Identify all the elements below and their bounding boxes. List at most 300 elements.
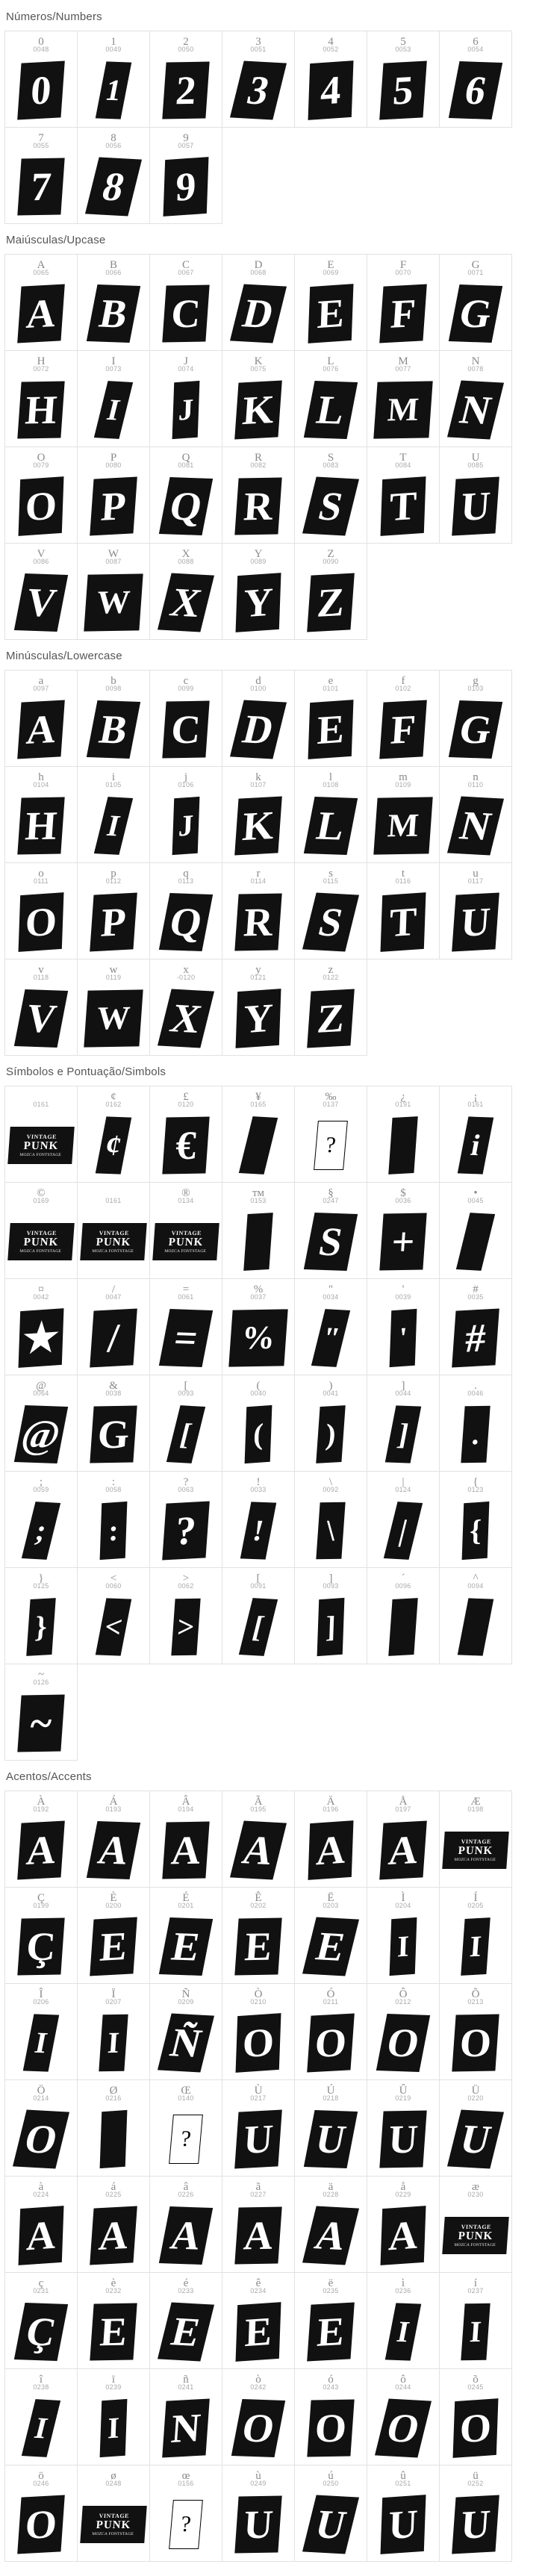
glyph-cell[interactable] <box>294 254 367 351</box>
glyph-code: 0082 <box>250 461 267 469</box>
glyph-character: i <box>111 771 116 783</box>
glyph-cell[interactable] <box>77 1182 150 1279</box>
glyph-cell[interactable] <box>294 2079 367 2177</box>
glyph-cell[interactable] <box>149 959 222 1056</box>
glyph-tile: A <box>87 1821 140 1879</box>
glyph-cell[interactable] <box>4 447 78 544</box>
glyph-preview <box>295 1301 367 1375</box>
glyph-tile: 0 <box>17 60 65 119</box>
glyph-tile: ~ <box>17 1694 64 1752</box>
glyph-preview <box>295 2006 367 2079</box>
glyph-preview <box>150 2102 222 2176</box>
glyph-cell[interactable] <box>4 862 78 959</box>
glyph-cell[interactable] <box>222 2368 295 2465</box>
glyph-preview <box>5 1590 77 1664</box>
glyph-preview <box>440 1204 511 1278</box>
glyph-code: 0124 <box>395 1486 411 1493</box>
glyph-cell[interactable] <box>367 1086 440 1183</box>
glyph-preview <box>295 373 367 447</box>
glyph-character: Î <box>39 1988 43 2000</box>
glyph-preview <box>367 469 439 543</box>
glyph-cell[interactable] <box>294 1791 367 1888</box>
glyph-cell[interactable] <box>222 1471 295 1568</box>
glyph-cell[interactable] <box>439 254 512 351</box>
glyph-character: | <box>402 1476 405 1488</box>
glyph-preview <box>295 1813 367 1887</box>
glyph-preview <box>150 2006 222 2079</box>
glyph-cell[interactable] <box>222 1086 295 1183</box>
glyph-tile: ! <box>240 1502 276 1559</box>
glyph-preview <box>295 2295 367 2368</box>
glyph-tile: U <box>379 2110 426 2168</box>
glyph-cell[interactable] <box>222 350 295 447</box>
glyph-code: 0213 <box>467 1998 484 2006</box>
glyph-cell[interactable] <box>367 1182 440 1279</box>
glyph-cell[interactable] <box>4 254 78 351</box>
glyph-tile: O <box>19 892 64 952</box>
glyph-code: 0089 <box>250 558 267 565</box>
glyph-tile: X <box>158 989 214 1048</box>
glyph-cell[interactable] <box>4 670 78 767</box>
glyph-cell[interactable] <box>367 670 440 767</box>
glyph-cell[interactable] <box>149 543 222 640</box>
glyph-cell[interactable] <box>77 2079 150 2177</box>
glyph-cell[interactable] <box>294 1278 367 1375</box>
glyph-cell[interactable] <box>222 862 295 959</box>
glyph-cell[interactable] <box>439 1567 512 1664</box>
glyph-character: f <box>401 675 405 687</box>
glyph-tile: G <box>449 284 502 343</box>
glyph-cell[interactable] <box>4 1375 78 1472</box>
glyph-cell[interactable] <box>77 254 150 351</box>
glyph-tile: A <box>381 2206 426 2265</box>
glyph-character: e <box>328 675 334 687</box>
glyph-cell[interactable] <box>222 1983 295 2080</box>
glyph-cell[interactable] <box>439 1182 512 1279</box>
glyph-code: 0044 <box>395 1390 411 1397</box>
glyph-cell[interactable] <box>294 1375 367 1472</box>
glyph-code: 0099 <box>178 685 194 692</box>
glyph-cell[interactable] <box>4 350 78 447</box>
glyph-cell[interactable] <box>439 1887 512 1984</box>
glyph-preview <box>78 788 149 862</box>
glyph-code: 0108 <box>323 781 339 788</box>
glyph-cell[interactable] <box>77 2272 150 2369</box>
glyph-cell[interactable] <box>4 2465 78 2562</box>
glyph-preview <box>150 788 222 862</box>
glyph-tile: F <box>379 284 427 343</box>
glyph-character: G <box>471 259 480 271</box>
glyph-cell[interactable] <box>367 1791 440 1888</box>
glyph-cell[interactable] <box>149 2465 222 2562</box>
glyph-code: 0040 <box>250 1390 267 1397</box>
glyph-cell[interactable] <box>294 2368 367 2465</box>
glyph-cell[interactable] <box>4 1791 78 1888</box>
glyph-cell[interactable] <box>149 1567 222 1664</box>
glyph-cell[interactable] <box>77 766 150 863</box>
glyph-character: û <box>400 2470 406 2482</box>
glyph-cell[interactable] <box>222 254 295 351</box>
glyph-character: S <box>327 452 334 464</box>
glyph-cell[interactable] <box>294 31 367 128</box>
glyph-cell[interactable] <box>439 2272 512 2369</box>
glyph-cell[interactable] <box>367 2272 440 2369</box>
glyph-preview <box>367 276 439 350</box>
glyph-preview <box>440 2487 511 2561</box>
glyph-character: í <box>473 2277 478 2289</box>
glyph-code: 0244 <box>395 2383 411 2391</box>
glyph-code: 0085 <box>467 461 484 469</box>
glyph-cell[interactable] <box>222 543 295 640</box>
glyph-character: © <box>37 1187 46 1199</box>
glyph-character: a <box>38 675 44 687</box>
glyph-cell[interactable] <box>4 127 78 224</box>
glyph-cell[interactable] <box>439 1086 512 1183</box>
glyph-cell[interactable] <box>77 2465 150 2562</box>
glyph-preview <box>222 53 294 127</box>
glyph-cell[interactable] <box>222 670 295 767</box>
glyph-character: g <box>473 675 479 687</box>
glyph-cell[interactable] <box>77 862 150 959</box>
glyph-preview <box>150 1397 222 1471</box>
glyph-cell[interactable] <box>149 1375 222 1472</box>
glyph-tile: V <box>14 989 68 1048</box>
glyph-cell[interactable] <box>4 1567 78 1664</box>
glyph-cell[interactable] <box>439 2079 512 2177</box>
glyph-cell[interactable] <box>439 1471 512 1568</box>
glyph-character: å <box>400 2181 406 2193</box>
glyph-cell[interactable] <box>439 2465 512 2562</box>
glyph-character: F <box>399 259 407 271</box>
glyph-character: j <box>184 771 188 783</box>
glyph-cell[interactable] <box>367 254 440 351</box>
glyph-cell[interactable] <box>294 1086 367 1183</box>
glyph-cell[interactable] <box>77 1567 150 1664</box>
glyph-tile: | <box>384 1502 423 1560</box>
glyph-code: 0101 <box>323 685 339 692</box>
glyph-cell[interactable] <box>439 31 512 128</box>
glyph-cell[interactable] <box>149 1086 222 1183</box>
glyph-preview <box>295 788 367 862</box>
glyph-character: ? <box>183 1476 189 1488</box>
glyph-character: Ê <box>255 1892 262 1904</box>
glyph-tile: L <box>304 381 358 439</box>
glyph-preview <box>222 2102 294 2176</box>
glyph-preview <box>367 2487 439 2561</box>
glyph-tile: D <box>230 284 287 343</box>
glyph-cell[interactable] <box>367 1278 440 1375</box>
glyph-cell[interactable] <box>294 2176 367 2273</box>
glyph-preview <box>440 1108 511 1182</box>
glyph-cell[interactable] <box>4 31 78 128</box>
glyph-cell[interactable] <box>222 2465 295 2562</box>
glyph-cell[interactable] <box>77 1983 150 2080</box>
glyph-code: 0059 <box>33 1486 49 1493</box>
glyph-cell[interactable] <box>4 2368 78 2465</box>
glyph-tile: E <box>90 1917 137 1976</box>
glyph-cell[interactable] <box>149 2176 222 2273</box>
glyph-cell[interactable] <box>149 350 222 447</box>
glyph-cell[interactable] <box>367 2176 440 2273</box>
glyph-cell[interactable] <box>367 766 440 863</box>
glyph-cell[interactable] <box>222 447 295 544</box>
glyph-code: 0216 <box>105 2094 122 2102</box>
glyph-cell[interactable] <box>149 1983 222 2080</box>
glyph-cell[interactable] <box>294 2272 367 2369</box>
glyph-cell[interactable] <box>222 1278 295 1375</box>
glyph-tile: N <box>447 796 504 855</box>
glyph-code: 0219 <box>395 2094 411 2102</box>
glyph-cell[interactable] <box>149 1887 222 1984</box>
glyph-cell[interactable] <box>294 447 367 544</box>
glyph-cell[interactable] <box>294 350 367 447</box>
glyph-cell[interactable] <box>4 1471 78 1568</box>
glyph-cell[interactable] <box>77 1086 150 1183</box>
glyph-preview <box>78 1108 149 1182</box>
glyph-cell[interactable] <box>149 31 222 128</box>
glyph-cell[interactable] <box>77 350 150 447</box>
glyph-cell[interactable] <box>439 350 512 447</box>
glyph-preview <box>440 276 511 350</box>
glyph-cell[interactable] <box>367 2079 440 2177</box>
glyph-cell[interactable] <box>439 2368 512 2465</box>
glyph-character: æ <box>471 2181 479 2193</box>
glyph-character: ù <box>255 2470 261 2482</box>
glyph-code: 0114 <box>250 877 267 885</box>
glyph-cell[interactable] <box>4 2079 78 2177</box>
glyph-tile: 1 <box>96 61 131 119</box>
glyph-code: 0106 <box>178 781 194 788</box>
glyph-character: < <box>110 1572 117 1584</box>
glyph-preview <box>440 2391 511 2465</box>
glyph-cell[interactable] <box>439 1375 512 1472</box>
glyph-cell[interactable] <box>367 862 440 959</box>
glyph-character: n <box>473 771 479 783</box>
glyph-cell[interactable] <box>222 31 295 128</box>
glyph-preview <box>222 2295 294 2368</box>
glyph-tile: A <box>162 1821 209 1879</box>
glyph-cell[interactable] <box>294 862 367 959</box>
glyph-tile: ) <box>316 1405 346 1463</box>
glyph-cell[interactable] <box>149 127 222 224</box>
glyph-cell[interactable] <box>4 1086 78 1183</box>
glyph-cell[interactable] <box>4 1887 78 1984</box>
glyph-cell[interactable] <box>4 2176 78 2273</box>
logo-line-1: VINTAGE <box>26 1229 57 1236</box>
glyph-cell[interactable] <box>294 670 367 767</box>
vintage-punk-logo <box>7 1127 74 1164</box>
glyph-character: Q <box>181 452 190 464</box>
glyph-cell[interactable] <box>367 1983 440 2080</box>
glyph-cell[interactable] <box>149 1278 222 1375</box>
glyph-code: 0068 <box>250 269 267 276</box>
glyph-preview <box>222 1590 294 1664</box>
glyph-code: 0161 <box>33 1101 49 1108</box>
glyph-cell[interactable] <box>4 1664 78 1761</box>
glyph-tile <box>239 1116 278 1175</box>
glyph-cell[interactable] <box>294 1887 367 1984</box>
glyph-preview <box>440 2102 511 2176</box>
glyph-cell[interactable] <box>439 1791 512 1888</box>
glyph-tile: Q <box>159 477 213 535</box>
glyph-code: 0083 <box>323 461 339 469</box>
glyph-tile: 7 <box>17 158 64 215</box>
glyph-tile: < <box>96 1598 131 1655</box>
glyph-cell[interactable] <box>4 959 78 1056</box>
glyph-tile: W <box>84 573 143 631</box>
glyph-preview <box>150 2487 222 2561</box>
glyph-code: 0035 <box>467 1293 484 1301</box>
glyph-character: ¤ <box>38 1284 44 1295</box>
glyph-cell[interactable] <box>367 1375 440 1472</box>
glyph-code: 0060 <box>105 1582 122 1590</box>
glyph-character: Ò <box>254 1988 263 2000</box>
glyph-cell[interactable] <box>439 862 512 959</box>
glyph-code: 0191 <box>395 1101 411 1108</box>
section-title: Maiúsculas/Upcase <box>6 234 106 246</box>
glyph-cell[interactable] <box>367 1471 440 1568</box>
glyph-cell[interactable] <box>77 2368 150 2465</box>
glyph-cell[interactable] <box>222 2079 295 2177</box>
glyph-cell[interactable] <box>222 1791 295 1888</box>
glyph-cell[interactable] <box>439 2176 512 2273</box>
glyph-cell[interactable] <box>367 447 440 544</box>
glyph-tile: E <box>90 2303 137 2360</box>
glyph-cell[interactable] <box>77 959 150 1056</box>
glyph-character: { <box>473 1476 479 1488</box>
glyph-code: 0033 <box>250 1486 267 1493</box>
glyph-preview <box>5 2391 77 2465</box>
glyph-tile: I <box>461 1917 490 1976</box>
glyph-cell[interactable] <box>149 670 222 767</box>
glyph-character: Y <box>254 548 263 560</box>
glyph-cell[interactable] <box>222 1182 295 1279</box>
glyph-code: 0052 <box>323 46 339 53</box>
glyph-character: d <box>255 675 261 687</box>
glyph-cell[interactable] <box>439 1983 512 2080</box>
glyph-cell[interactable] <box>77 31 150 128</box>
glyph-cell[interactable] <box>439 1278 512 1375</box>
glyph-tile <box>388 1598 418 1656</box>
glyph-code: 0199 <box>33 1902 49 1909</box>
glyph-cell[interactable] <box>294 1182 367 1279</box>
glyph-cell[interactable] <box>294 959 367 1056</box>
glyph-cell[interactable] <box>149 766 222 863</box>
glyph-cell[interactable] <box>77 1278 150 1375</box>
glyph-cell[interactable] <box>77 670 150 767</box>
glyph-cell[interactable] <box>439 766 512 863</box>
section-title: Números/Numbers <box>6 10 102 23</box>
glyph-cell[interactable] <box>149 2368 222 2465</box>
glyph-tile: A <box>302 2206 359 2265</box>
glyph-cell[interactable] <box>439 670 512 767</box>
glyph-character: Ö <box>37 2085 46 2097</box>
glyph-cell[interactable] <box>149 447 222 544</box>
glyph-code: 0094 <box>467 1582 484 1590</box>
glyph-cell[interactable] <box>149 2079 222 2177</box>
glyph-preview <box>5 1108 77 1182</box>
glyph-cell[interactable] <box>367 1887 440 1984</box>
glyph-cell[interactable] <box>149 2272 222 2369</box>
glyph-cell[interactable] <box>149 1182 222 1279</box>
glyph-cell[interactable] <box>222 766 295 863</box>
glyph-code: 0125 <box>33 1582 49 1590</box>
glyph-cell[interactable] <box>222 2176 295 2273</box>
glyph-cell[interactable] <box>367 31 440 128</box>
glyph-cell[interactable] <box>222 1887 295 1984</box>
glyph-code: 0058 <box>105 1486 122 1493</box>
glyph-preview <box>367 1493 439 1567</box>
glyph-character: C <box>181 259 190 271</box>
glyph-cell[interactable] <box>4 2272 78 2369</box>
glyph-cell[interactable] <box>367 2368 440 2465</box>
glyph-code: 0087 <box>105 558 122 565</box>
glyph-tile: ] <box>317 1597 345 1655</box>
glyph-cell[interactable] <box>294 766 367 863</box>
glyph-cell[interactable] <box>77 1791 150 1888</box>
glyph-cell[interactable] <box>4 1983 78 2080</box>
glyph-tile: C <box>162 700 209 758</box>
glyph-tile: I <box>94 381 133 439</box>
glyph-cell[interactable] <box>77 447 150 544</box>
glyph-cell[interactable] <box>294 2465 367 2562</box>
glyph-character: â <box>183 2181 189 2193</box>
glyph-code: 0226 <box>178 2191 194 2198</box>
glyph-tile: U <box>304 2110 358 2168</box>
glyph-cell[interactable] <box>77 1471 150 1568</box>
glyph-tile: ; <box>22 1502 60 1560</box>
glyph-cell[interactable] <box>77 543 150 640</box>
glyph-cell[interactable] <box>4 1278 78 1375</box>
glyph-cell[interactable] <box>367 1567 440 1664</box>
glyph-cell[interactable] <box>294 1983 367 2080</box>
glyph-cell[interactable] <box>4 543 78 640</box>
glyph-cell[interactable] <box>222 2272 295 2369</box>
glyph-preview <box>295 2391 367 2465</box>
logo-line-2: PUNK <box>23 1236 59 1248</box>
glyph-cell[interactable] <box>294 1471 367 1568</box>
glyph-cell[interactable] <box>149 254 222 351</box>
glyph-cell[interactable] <box>149 862 222 959</box>
glyph-character: œ <box>181 2470 190 2482</box>
glyph-code: 0097 <box>33 685 49 692</box>
glyph-cell[interactable] <box>77 1887 150 1984</box>
glyph-code: 0214 <box>33 2094 49 2102</box>
glyph-cell[interactable] <box>294 1567 367 1664</box>
glyph-character: ´ <box>401 1572 405 1584</box>
glyph-cell[interactable] <box>149 1791 222 1888</box>
glyph-cell[interactable] <box>77 1375 150 1472</box>
glyph-code: 0212 <box>395 1998 411 2006</box>
glyph-grid <box>0 670 545 1055</box>
glyph-cell[interactable] <box>149 1471 222 1568</box>
glyph-cell[interactable] <box>367 2465 440 2562</box>
glyph-cell[interactable] <box>222 959 295 1056</box>
glyph-cell[interactable] <box>222 1375 295 1472</box>
glyph-cell[interactable] <box>4 1182 78 1279</box>
glyph-preview <box>78 276 149 350</box>
glyph-tile: = <box>159 1309 213 1367</box>
glyph-cell[interactable] <box>77 127 150 224</box>
glyph-cell[interactable] <box>439 447 512 544</box>
glyph-cell[interactable] <box>222 1567 295 1664</box>
glyph-cell[interactable] <box>77 2176 150 2273</box>
glyph-character: t <box>401 868 405 880</box>
glyph-cell[interactable] <box>367 350 440 447</box>
glyph-tile: E <box>158 2302 214 2361</box>
glyph-cell[interactable] <box>4 766 78 863</box>
glyph-cell[interactable] <box>294 543 367 640</box>
